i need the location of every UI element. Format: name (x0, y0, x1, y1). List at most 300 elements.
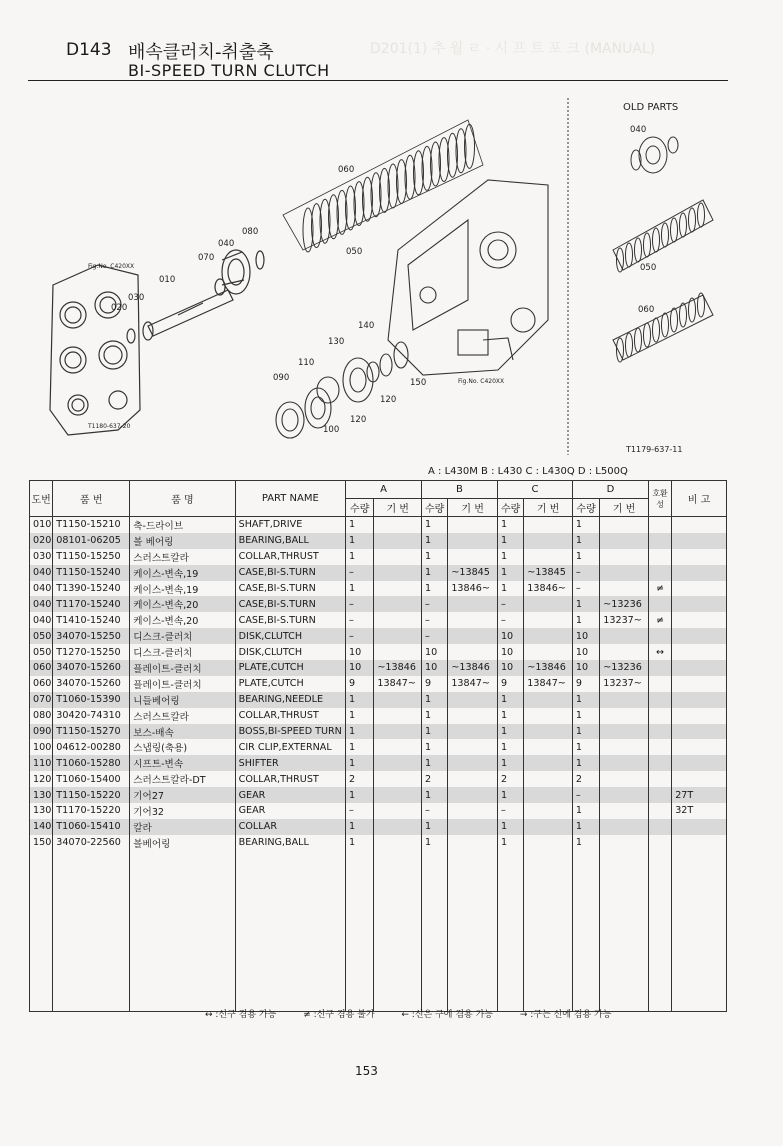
name-korean-cell: 플레이트-클러치 (130, 676, 235, 692)
blank-cell (130, 851, 235, 1012)
serial-c-cell (524, 708, 573, 724)
part-name-cell: GEAR (235, 787, 345, 803)
qty-b-cell: – (422, 803, 448, 819)
part-number-cell: T1410-15240 (53, 612, 130, 628)
qty-d-cell: 10 (572, 644, 599, 660)
blank-cell (600, 851, 649, 1012)
old-disc-shape (680, 303, 687, 327)
qty-c-cell: 1 (497, 708, 523, 724)
serial-d-cell (600, 724, 649, 740)
col-header-no: 도번 (30, 481, 53, 517)
row-no-cell: 040 (30, 565, 53, 581)
qty-a-cell: – (346, 565, 374, 581)
qty-d-cell: 1 (572, 533, 599, 549)
part-number-cell: T1060-15410 (53, 819, 130, 835)
qty-d-cell: 1 (572, 755, 599, 771)
qty-d-cell: 9 (572, 676, 599, 692)
serial-c-cell: ~13845 (524, 565, 573, 581)
remarks-cell (672, 565, 727, 581)
serial-c-cell (524, 803, 573, 819)
serial-a-cell (374, 596, 422, 612)
qty-a-cell: 1 (346, 724, 374, 740)
serial-a-cell (374, 739, 422, 755)
table-row (30, 787, 727, 803)
blank-cell (53, 851, 130, 1012)
serial-a-cell (374, 819, 422, 835)
qty-c-cell: 2 (497, 771, 523, 787)
part-number-cell: 04612-00280 (53, 739, 130, 755)
serial-c-cell: 13846~ (524, 581, 573, 597)
table-row (30, 819, 727, 835)
interchange-cell (648, 533, 671, 549)
serial-d-cell (600, 628, 649, 644)
serial-c-cell (524, 835, 573, 851)
serial-d-cell (600, 565, 649, 581)
qty-a-cell: 10 (346, 644, 374, 660)
clutch-pack-drawing (283, 120, 483, 252)
part-name-cell: BEARING,BALL (235, 533, 345, 549)
interchange-cell (648, 819, 671, 835)
table-row (30, 549, 727, 565)
name-korean-cell: 니들베어링 (130, 692, 235, 708)
serial-d-cell (600, 803, 649, 819)
col-header-serial: 기 번 (374, 499, 422, 517)
serial-c-cell (524, 596, 573, 612)
serial-a-cell (374, 549, 422, 565)
remarks-cell (672, 549, 727, 565)
serial-d-cell (600, 549, 649, 565)
qty-d-cell: 1 (572, 835, 599, 851)
col-header-serial: 기 번 (524, 499, 573, 517)
serial-a-cell (374, 628, 422, 644)
table-row (30, 565, 727, 581)
remarks-cell (672, 612, 727, 628)
serial-c-cell (524, 644, 573, 660)
old-disc-shape (680, 213, 687, 237)
serial-c-cell: 13847~ (524, 676, 573, 692)
table-row (30, 739, 727, 755)
callout-label: 120 (350, 415, 367, 425)
serial-b-cell (448, 596, 498, 612)
col-header-group-c: C (497, 481, 572, 499)
qty-a-cell: 9 (346, 676, 374, 692)
serial-c-cell (524, 517, 573, 533)
remarks-cell: 32T (672, 803, 727, 819)
interchange-cell: ≠ (648, 612, 671, 628)
old-disc-shape (635, 238, 642, 262)
serial-b-cell (448, 612, 498, 628)
blank-cell (422, 851, 448, 1012)
qty-b-cell: 10 (422, 660, 448, 676)
qty-b-cell: 9 (422, 676, 448, 692)
qty-b-cell: – (422, 628, 448, 644)
row-no-cell: 040 (30, 596, 53, 612)
qty-b-cell: 1 (422, 739, 448, 755)
interchange-cell (648, 565, 671, 581)
part-number-cell: 34070-22560 (53, 835, 130, 851)
old-disc-shape (689, 298, 696, 322)
part-number-cell: 08101-06205 (53, 533, 130, 549)
qty-b-cell: 1 (422, 724, 448, 740)
name-korean-cell: 기어32 (130, 803, 235, 819)
col-header-group-a: A (346, 481, 422, 499)
row-no-cell: 060 (30, 676, 53, 692)
legend-item: ≠ :신구 겸용 불가 (303, 1010, 375, 1020)
old-disc-shape (626, 333, 633, 357)
qty-a-cell: 1 (346, 708, 374, 724)
table-row (30, 755, 727, 771)
qty-a-cell: – (346, 803, 374, 819)
part-number-cell: 34070-15250 (53, 628, 130, 644)
serial-c-cell (524, 739, 573, 755)
callout-label: 030 (128, 293, 145, 303)
serial-d-cell (600, 835, 649, 851)
callout-label: 100 (323, 425, 340, 435)
part-number-cell: T1170-15220 (53, 803, 130, 819)
transmission-case-drawing (388, 180, 548, 375)
old-callout-label: 050 (640, 263, 657, 273)
case-drawing (215, 250, 264, 295)
callout-label: 120 (380, 395, 397, 405)
old-callout-label: 060 (638, 305, 655, 315)
name-korean-cell: 스러스트칼라 (130, 549, 235, 565)
serial-a-cell (374, 612, 422, 628)
qty-d-cell: 1 (572, 739, 599, 755)
col-header-qty: 수량 (572, 499, 599, 517)
row-no-cell: 110 (30, 755, 53, 771)
qty-d-cell: – (572, 565, 599, 581)
name-korean-cell: 시프트-변속 (130, 755, 235, 771)
serial-c-cell (524, 533, 573, 549)
serial-b-cell: 13846~ (448, 581, 498, 597)
serial-a-cell (374, 724, 422, 740)
legend-item: → :구는 신에 겸용 가능 (519, 1010, 612, 1020)
serial-b-cell (448, 628, 498, 644)
serial-b-cell (448, 755, 498, 771)
serial-a-cell: ~13846 (374, 660, 422, 676)
bleed-through-text: D201(1) 추 월 ㄹ · 시 프 트 포 크 (MANUAL) (370, 41, 656, 57)
col-header-remarks: 비 고 (672, 481, 727, 517)
serial-b-cell (448, 708, 498, 724)
name-korean-cell: 스냅링(축용) (130, 739, 235, 755)
part-number-cell: T1060-15400 (53, 771, 130, 787)
blank-cell (672, 851, 727, 1012)
qty-c-cell: 1 (497, 724, 523, 740)
remarks-cell (672, 739, 727, 755)
old-disc-shape (698, 203, 705, 227)
serial-a-cell (374, 835, 422, 851)
remarks-cell (672, 596, 727, 612)
qty-d-cell: 1 (572, 803, 599, 819)
serial-c-cell (524, 819, 573, 835)
header-divider (28, 80, 728, 81)
serial-a-cell (374, 517, 422, 533)
row-no-cell: 040 (30, 581, 53, 597)
part-number-cell: T1150-15220 (53, 787, 130, 803)
serial-d-cell (600, 644, 649, 660)
table-row (30, 533, 727, 549)
name-korean-cell: 칼라 (130, 819, 235, 835)
serial-c-cell (524, 628, 573, 644)
old-callout-label: 040 (630, 125, 647, 135)
blank-cell (648, 851, 671, 1012)
serial-c-cell (524, 724, 573, 740)
table-row (30, 835, 727, 851)
remarks-cell (672, 819, 727, 835)
part-name-cell: SHAFT,DRIVE (235, 517, 345, 533)
part-number-cell: T1270-15250 (53, 644, 130, 660)
part-number-cell: T1060-15390 (53, 692, 130, 708)
old-parts-drawing (613, 137, 713, 362)
qty-c-cell: – (497, 803, 523, 819)
interchange-cell (648, 596, 671, 612)
serial-d-cell: ~13236 (600, 596, 649, 612)
qty-c-cell: 1 (497, 819, 523, 835)
qty-d-cell: 1 (572, 708, 599, 724)
table-row (30, 803, 727, 819)
old-disc-shape (689, 208, 696, 232)
qty-b-cell: – (422, 612, 448, 628)
serial-a-cell (374, 565, 422, 581)
remarks-cell (672, 628, 727, 644)
qty-c-cell: 9 (497, 676, 523, 692)
serial-a-cell (374, 803, 422, 819)
blank-cell (30, 851, 53, 1012)
serial-c-cell: ~13846 (524, 660, 573, 676)
interchange-cell (648, 724, 671, 740)
interchange-legend (205, 1007, 635, 1020)
qty-b-cell: – (422, 596, 448, 612)
remarks-cell (672, 581, 727, 597)
table-blank-area (30, 851, 727, 1012)
row-no-cell: 140 (30, 819, 53, 835)
part-name-cell: CASE,BI-S.TURN (235, 612, 345, 628)
part-number-cell: T1150-15250 (53, 549, 130, 565)
old-parts-heading: OLD PARTS (623, 102, 679, 113)
serial-c-cell (524, 771, 573, 787)
table-row (30, 517, 727, 533)
serial-b-cell (448, 771, 498, 787)
name-korean-cell: 축-드라이브 (130, 517, 235, 533)
serial-d-cell (600, 771, 649, 787)
old-disc-shape (671, 218, 678, 242)
qty-c-cell: 10 (497, 660, 523, 676)
remarks-cell (672, 724, 727, 740)
qty-a-cell: 1 (346, 819, 374, 835)
qty-a-cell: 2 (346, 771, 374, 787)
table-row (30, 628, 727, 644)
name-korean-cell: 스러스트칼라 (130, 708, 235, 724)
part-name-cell: CASE,BI-S.TURN (235, 565, 345, 581)
serial-b-cell (448, 835, 498, 851)
name-korean-cell: 스러스트칼라-DT (130, 771, 235, 787)
part-name-cell: COLLAR,THRUST (235, 771, 345, 787)
interchange-cell: ↔ (648, 644, 671, 660)
part-name-cell: DISK,CLUTCH (235, 628, 345, 644)
table-row (30, 596, 727, 612)
qty-c-cell: – (497, 596, 523, 612)
callout-label: 140 (358, 321, 375, 331)
qty-d-cell: – (572, 581, 599, 597)
qty-b-cell: 1 (422, 755, 448, 771)
part-number-cell: T1150-15240 (53, 565, 130, 581)
row-no-cell: 090 (30, 724, 53, 740)
part-name-cell: PLATE,CUTCH (235, 676, 345, 692)
serial-a-cell (374, 533, 422, 549)
qty-a-cell: – (346, 628, 374, 644)
part-number-cell: T1170-15240 (53, 596, 130, 612)
serial-b-cell (448, 739, 498, 755)
name-korean-cell: 디스크-클러치 (130, 628, 235, 644)
qty-a-cell: 1 (346, 533, 374, 549)
row-no-cell: 020 (30, 533, 53, 549)
qty-c-cell: 1 (497, 787, 523, 803)
serial-b-cell (448, 819, 498, 835)
interchange-cell (648, 771, 671, 787)
serial-c-cell (524, 787, 573, 803)
part-name-cell: BEARING,NEEDLE (235, 692, 345, 708)
interchange-cell (648, 835, 671, 851)
part-number-cell: 34070-15260 (53, 660, 130, 676)
name-korean-cell: 보스-배속 (130, 724, 235, 740)
table-row (30, 708, 727, 724)
qty-a-cell: – (346, 596, 374, 612)
part-number-cell: 30420-74310 (53, 708, 130, 724)
qty-c-cell: 1 (497, 581, 523, 597)
serial-d-cell: 13237~ (600, 676, 649, 692)
table-row (30, 660, 727, 676)
callout-label: 060 (338, 165, 355, 175)
section-code: D143 (66, 40, 112, 60)
fig-no-left: Fig.No. C420XX (88, 263, 135, 270)
blank-cell (497, 851, 523, 1012)
qty-c-cell: 10 (497, 628, 523, 644)
name-korean-cell: 케이스-변속,20 (130, 612, 235, 628)
name-korean-cell: 케이스-변속,19 (130, 565, 235, 581)
qty-d-cell: 10 (572, 628, 599, 644)
qty-b-cell: 1 (422, 549, 448, 565)
interchange-cell (648, 787, 671, 803)
qty-b-cell: 1 (422, 787, 448, 803)
qty-c-cell: 10 (497, 644, 523, 660)
qty-b-cell: 1 (422, 517, 448, 533)
interchange-cell (648, 755, 671, 771)
part-name-cell: CASE,BI-S.TURN (235, 596, 345, 612)
row-no-cell: 050 (30, 628, 53, 644)
col-header-serial: 기 번 (448, 499, 498, 517)
qty-a-cell: – (346, 612, 374, 628)
blank-cell (572, 851, 599, 1012)
blank-cell (346, 851, 374, 1012)
serial-a-cell (374, 644, 422, 660)
qty-d-cell: 10 (572, 660, 599, 676)
qty-a-cell: 1 (346, 755, 374, 771)
serial-d-cell (600, 692, 649, 708)
qty-d-cell: 1 (572, 549, 599, 565)
interchange-cell (648, 676, 671, 692)
interchange-cell: ≠ (648, 581, 671, 597)
callout-label: 150 (410, 378, 427, 388)
row-no-cell: 010 (30, 517, 53, 533)
qty-a-cell: 1 (346, 517, 374, 533)
blank-cell (524, 851, 573, 1012)
interchange-cell (648, 660, 671, 676)
serial-d-cell (600, 581, 649, 597)
row-no-cell: 030 (30, 549, 53, 565)
serial-d-cell (600, 819, 649, 835)
qty-a-cell: 10 (346, 660, 374, 676)
qty-d-cell: 1 (572, 692, 599, 708)
row-no-cell: 130 (30, 803, 53, 819)
col-header-part-name: PART NAME (235, 481, 345, 517)
remarks-cell (672, 676, 727, 692)
qty-d-cell: – (572, 787, 599, 803)
old-disc-shape (626, 243, 633, 267)
serial-d-cell: ~13236 (600, 660, 649, 676)
part-name-cell: COLLAR,THRUST (235, 708, 345, 724)
old-disc-shape (698, 293, 705, 317)
name-korean-cell: 디스크-클러치 (130, 644, 235, 660)
part-name-cell: SHIFTER (235, 755, 345, 771)
old-disc-shape (653, 228, 660, 252)
serial-a-cell (374, 581, 422, 597)
interchange-cell (648, 549, 671, 565)
part-number-cell: T1150-15210 (53, 517, 130, 533)
remarks-cell (672, 517, 727, 533)
row-no-cell: 070 (30, 692, 53, 708)
serial-b-cell (448, 644, 498, 660)
old-disc-shape (671, 308, 678, 332)
serial-a-cell: 13847~ (374, 676, 422, 692)
callout-label: 090 (273, 373, 290, 383)
part-name-cell: DISK,CLUTCH (235, 644, 345, 660)
interchange-cell (648, 739, 671, 755)
row-no-cell: 060 (30, 660, 53, 676)
old-parts-diagram-ref: T1179-637-11 (626, 445, 683, 454)
serial-d-cell (600, 739, 649, 755)
serial-c-cell (524, 755, 573, 771)
col-header-serial: 기 번 (600, 499, 649, 517)
row-no-cell: 150 (30, 835, 53, 851)
page-title-english: BI-SPEED TURN CLUTCH (128, 61, 330, 80)
qty-c-cell: – (497, 612, 523, 628)
qty-b-cell: 1 (422, 692, 448, 708)
old-disc-shape (644, 323, 651, 347)
part-number-cell: T1390-15240 (53, 581, 130, 597)
qty-b-cell: 10 (422, 644, 448, 660)
part-name-cell: COLLAR (235, 819, 345, 835)
serial-b-cell: 13847~ (448, 676, 498, 692)
interchange-cell (648, 517, 671, 533)
callout-label: 020 (111, 303, 128, 313)
table-row (30, 692, 727, 708)
serial-a-cell (374, 755, 422, 771)
qty-d-cell: 1 (572, 819, 599, 835)
remarks-cell (672, 692, 727, 708)
name-korean-cell: 기어27 (130, 787, 235, 803)
part-number-cell: T1150-15270 (53, 724, 130, 740)
blank-cell (374, 851, 422, 1012)
old-disc-shape (653, 318, 660, 342)
part-name-cell: CASE,BI-S.TURN (235, 581, 345, 597)
qty-c-cell: 1 (497, 549, 523, 565)
col-header-group-d: D (572, 481, 648, 499)
callout-label: 080 (242, 227, 259, 237)
remarks-cell (672, 771, 727, 787)
callout-label: 110 (298, 358, 315, 368)
remarks-cell (672, 835, 727, 851)
serial-d-cell: 13237~ (600, 612, 649, 628)
